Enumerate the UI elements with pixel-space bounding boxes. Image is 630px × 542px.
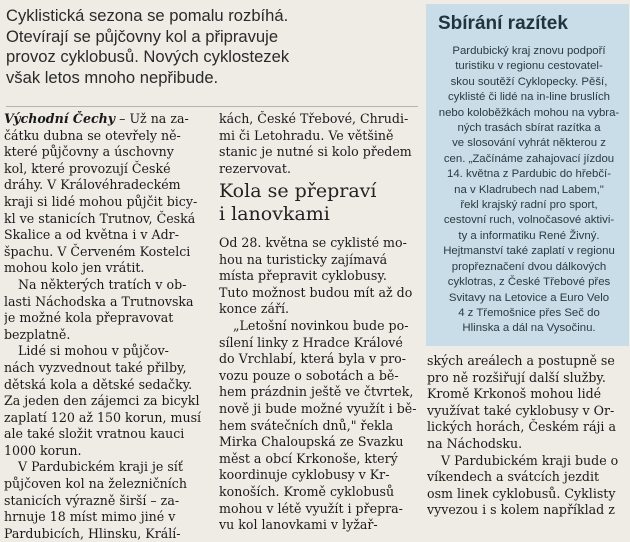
sidebar-line: cyklisté či lidé na in-line bruslích	[447, 91, 611, 104]
column-line: kraji si lidé mohou půjčit bicy-	[4, 193, 198, 209]
column-line: V Pardubickém kraji je síť	[18, 459, 183, 475]
deck-line: však letos mnoho nepřibude.	[6, 67, 219, 87]
column-line: dráhy. V Královéhradeckém	[4, 177, 181, 193]
sidebar-line: Hlinska a dál na Vysočinu.	[462, 322, 596, 335]
column-line: nách vyzvednout také přilby,	[4, 359, 187, 375]
column-line: hem svátečních dnů," řekla	[219, 417, 394, 433]
column-line: kol, které provozují České	[4, 160, 171, 176]
column-line: Kromě Krkonoš mohou lidé	[427, 386, 602, 402]
column-line: lických horách, Českém ráji a	[427, 419, 616, 435]
column-line: Pardubicích, Hlinsku, Králí-	[4, 525, 181, 541]
column-line: zaplatí 120 až 150 korun, musí	[4, 409, 202, 425]
column-line: Za jeden den zájemci za bicykl	[4, 393, 200, 409]
column-line: mohou kolo jen vrátit.	[4, 260, 145, 276]
column-line: koordinuje cyklobusy v Kr-	[219, 467, 390, 483]
column-line: je možné kola přepravovat	[4, 310, 174, 326]
column-line: Tuto možnost budou mít až do	[219, 284, 413, 300]
column-line: hem prázdnin ještě ve čtvrtek,	[219, 384, 414, 400]
sidebar-body	[434, 44, 624, 337]
column-line: rezervovat.	[219, 160, 291, 176]
sidebar-line: cyklotras, z České Třebové přes	[447, 276, 611, 289]
sidebar-line: cestovní ruch, volnočasové aktivi-	[443, 214, 615, 227]
column-line: Lidé si mohou v půjčov-	[18, 343, 169, 359]
sidebar-title: Sbírání razítek	[438, 13, 568, 34]
column-line: stanicích výrazně širší – za-	[4, 492, 180, 508]
section-subheading	[219, 180, 419, 226]
subheading-line: i lanovkami	[219, 203, 330, 225]
sidebar-line: Svitavy na Letovice a Euro Velo	[448, 291, 610, 304]
column-line: Od 28. května se cyklisté mo-	[219, 235, 407, 250]
deck-line: Cyklistická sezona se pomalu rozbíhá.	[6, 6, 289, 25]
column-line: víkendech a svátcích jezdit	[427, 469, 600, 485]
sidebar-line: řekl krajský radní pro sport,	[460, 199, 598, 212]
article-deck	[6, 6, 418, 88]
column-line: „Letošní novinkou bude po-	[233, 317, 409, 333]
column-line: vu kol lanovkami v lyžař-	[219, 517, 378, 533]
article-column-3	[427, 353, 628, 519]
column-line: špachu. V Červeném Kostelci	[4, 243, 191, 259]
column-line: dětská kola a dětské sedačky.	[4, 376, 193, 392]
byline: Východní Čechy	[4, 111, 116, 126]
column-line: konce září.	[219, 301, 290, 317]
column-line: Skalice a od května i v Adr-	[4, 227, 179, 243]
column-line: konoších. Kromě cyklobusů	[219, 483, 395, 499]
column-line: ských areálech a postupně se	[427, 353, 615, 368]
sidebar-line: Pardubický kraj znovu podpoří	[452, 45, 606, 57]
sidebar-line: cen. „Začínáme zahajovací jízdou	[443, 152, 615, 165]
column-line: mi či Letohradu. Ve většině	[219, 127, 394, 143]
byline-continuation: – Už na za-	[119, 111, 189, 126]
sidebar-line: ve slosování vyhrát některou z	[452, 137, 606, 150]
column-line: osm linek cyklobusů. Cyklisty	[427, 485, 616, 501]
sidebar-line: 14. května z Pardubic do hřebčí-	[447, 168, 611, 181]
column-line: pro ně rozšiřují další služby.	[427, 369, 606, 385]
subheading-line: Kola se přepraví	[219, 180, 377, 202]
column-line: na Náchodsku.	[427, 435, 523, 451]
column-line: hou na turisticky zajímavá	[219, 251, 388, 267]
deck-line: provoz cyklobusů. Nových cyklostezek	[6, 47, 290, 66]
column-line: Na některých tratích v ob-	[18, 276, 187, 292]
sidebar-line: Hejtmanství také zaplatí v regionu	[443, 245, 615, 258]
sidebar-line: propřeznačení dvou dálkových	[451, 260, 607, 273]
column-line: čátku dubna se otevřely ně-	[4, 127, 181, 143]
column-line: místa přepravit cyklobusy.	[219, 268, 387, 284]
column-line: Mirka Chaloupská ze Svazku	[219, 434, 404, 450]
column-line: půjčoven kol na železničních	[4, 476, 187, 492]
article-column-1	[4, 111, 206, 542]
column-line: hrnuje 18 míst mimo jiné v	[4, 509, 176, 525]
article-column-2	[219, 111, 419, 177]
sidebar-line: ných trasách sbírat razítka a	[457, 122, 601, 135]
sidebar-line: na v Kladrubech nad Labem,"	[454, 183, 604, 196]
sidebar-line: skou soutěží Cyklopecky. Pěší,	[450, 75, 608, 88]
column-line: kách, České Třebové, Chrudi-	[219, 111, 409, 126]
column-line: sílení linky z Hradce Králové	[219, 334, 403, 350]
column-line: bezplatně.	[4, 326, 71, 342]
column-line	[4, 111, 206, 128]
column-line: do Vrchlabí, která byla v pro-	[219, 351, 406, 367]
column-line: stanic je nutné si kolo předem	[219, 144, 412, 160]
sidebar-line: ty a informatiku René Živný.	[458, 229, 600, 242]
column-line: kl ve stanicích Trutnov, Česká	[4, 210, 196, 226]
column-line: V Pardubickém kraji bude o	[441, 452, 619, 468]
deck-line: Otevírají se půjčovny kol a připravuje	[6, 26, 279, 46]
column-line: ale také složit vratnou kauci	[4, 426, 185, 442]
sidebar-line: 4 z Třemošnice přes Seč do	[458, 306, 600, 319]
sidebar-line: turistiku v regionu cestovatel-	[455, 60, 603, 73]
article-column-2-continued	[219, 235, 419, 534]
column-line: vozu pouze o sobotách a bě-	[219, 367, 399, 383]
sidebar-line: nebo koloběžkách mohou na vybra-	[438, 106, 620, 119]
column-line: nově ji bude možné využít i bě-	[219, 400, 417, 416]
column-line: využívat také cyklobusy v Or-	[427, 402, 615, 418]
column-line: mohou v létě využít i přepra-	[219, 500, 403, 516]
column-line: které půjčovny a úschovny	[4, 144, 174, 160]
deck-divider	[6, 106, 418, 107]
column-line: měst a obcí Krkonoše, který	[219, 450, 398, 466]
column-line: 1000 korun.	[4, 442, 82, 458]
column-line: lasti Náchodska a Trutnovska	[4, 293, 194, 309]
column-line: vyvezou i s kolem například z	[427, 502, 615, 518]
sidebar-box	[426, 4, 629, 346]
